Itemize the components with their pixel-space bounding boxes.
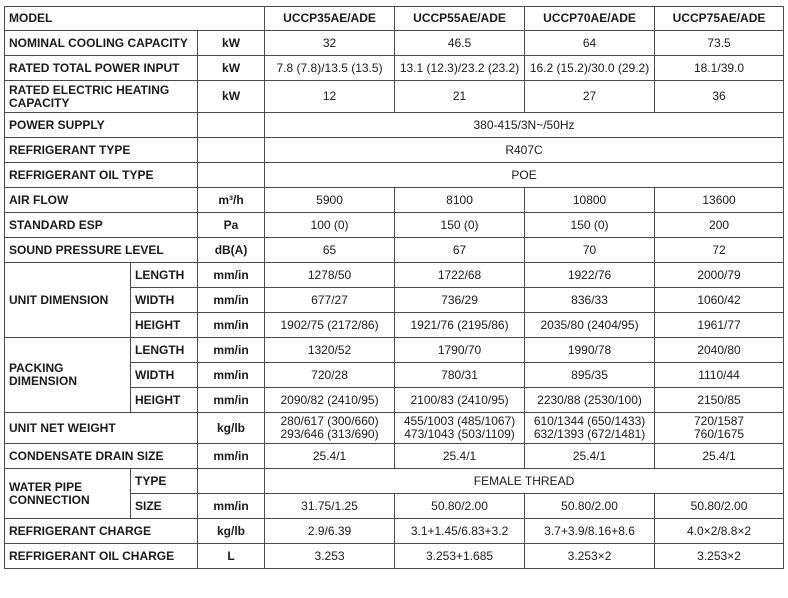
value-cell: 18.1/39.0	[655, 56, 784, 81]
row-label: REFRIGERANT OIL TYPE	[5, 163, 198, 188]
sub-label: HEIGHT	[131, 313, 198, 338]
value-cell: 4.0×2/8.8×2	[655, 519, 784, 544]
value-cell: 2230/88 (2530/100)	[525, 388, 655, 413]
air-flow-row	[5, 188, 784, 213]
value-cell: 70	[525, 238, 655, 263]
row-label: SOUND PRESSURE LEVEL	[5, 238, 198, 263]
value-cell: 2035/80 (2404/95)	[525, 313, 655, 338]
power-supply-row	[5, 113, 784, 138]
value-cell: 50.80/2.00	[395, 494, 525, 519]
unit-cell: mm/in	[198, 363, 265, 388]
unit-cell: m³/h	[198, 188, 265, 213]
value-line: 610/1344 (650/1433)	[533, 414, 646, 428]
model-label: MODEL	[5, 7, 265, 31]
value-cell: 3.253×2	[525, 544, 655, 569]
sub-label: LENGTH	[131, 263, 198, 288]
row-label: RATED TOTAL POWER INPUT	[5, 56, 198, 81]
unit-cell	[198, 113, 265, 138]
value-cell: 677/27	[265, 288, 395, 313]
group-label: UNIT DIMENSION	[5, 263, 131, 338]
row-label: STANDARD ESP	[5, 213, 198, 238]
value-cell: 836/33	[525, 288, 655, 313]
row-label: REFRIGERANT TYPE	[5, 138, 198, 163]
drain-size-row	[5, 444, 784, 469]
value-cell: 25.4/1	[395, 444, 525, 469]
value-cell: 8100	[395, 188, 525, 213]
value-cell	[655, 413, 784, 444]
value-cell: 32	[265, 31, 395, 56]
value-cell: 25.4/1	[525, 444, 655, 469]
value-cell: 380-415/3N~/50Hz	[265, 113, 784, 138]
value-cell: 31.75/1.25	[265, 494, 395, 519]
unit-cell: kg/lb	[198, 519, 265, 544]
oil-charge-row	[5, 544, 784, 569]
label-line: RATED ELECTRIC HEATING	[9, 82, 170, 97]
value-cell: 3.253×2	[655, 544, 784, 569]
value-line: 280/617 (300/660)	[280, 414, 379, 428]
value-cell: 21	[395, 81, 525, 113]
value-cell: 72	[655, 238, 784, 263]
heating-capacity-row	[5, 81, 784, 113]
unit-cell: Pa	[198, 213, 265, 238]
value-line: 455/1003 (485/1067)	[403, 414, 516, 428]
sub-label: WIDTH	[131, 288, 198, 313]
value-cell: 10800	[525, 188, 655, 213]
net-weight-row	[5, 413, 784, 444]
label-line: WATER PIPE	[9, 479, 83, 494]
value-cell: 1790/70	[395, 338, 525, 363]
value-cell: 13.1 (12.3)/23.2 (23.2)	[395, 56, 525, 81]
value-cell	[525, 413, 655, 444]
value-cell: 25.4/1	[655, 444, 784, 469]
power-input-row	[5, 56, 784, 81]
model-header: UCCP55AE/ADE	[395, 7, 525, 31]
value-cell: 3.253	[265, 544, 395, 569]
value-line: 473/1043 (503/1109)	[404, 427, 515, 441]
row-label: NOMINAL COOLING CAPACITY	[5, 31, 198, 56]
value-cell: 2090/82 (2410/95)	[265, 388, 395, 413]
specification-table	[4, 6, 784, 569]
value-cell: 1961/77	[655, 313, 784, 338]
value-cell: 200	[655, 213, 784, 238]
value-cell: 12	[265, 81, 395, 113]
unit-cell: L	[198, 544, 265, 569]
row-label: REFRIGERANT OIL CHARGE	[5, 544, 198, 569]
value-cell: 27	[525, 81, 655, 113]
header-row	[5, 7, 784, 31]
row-label: POWER SUPPLY	[5, 113, 198, 138]
row-label: UNIT NET WEIGHT	[5, 413, 198, 444]
value-cell: 36	[655, 81, 784, 113]
value-cell: 7.8 (7.8)/13.5 (13.5)	[265, 56, 395, 81]
esp-row	[5, 213, 784, 238]
label-line: PACKING	[9, 361, 64, 375]
unit-cell: kW	[198, 56, 265, 81]
value-cell: 780/31	[395, 363, 525, 388]
value-cell	[265, 413, 395, 444]
model-header: UCCP75AE/ADE	[655, 7, 784, 31]
unit-cell: dB(A)	[198, 238, 265, 263]
label-line: CONNECTION	[9, 492, 90, 507]
value-cell: 3.253+1.685	[395, 544, 525, 569]
row-label	[5, 81, 198, 113]
value-line: 293/646 (313/690)	[280, 427, 379, 441]
value-cell: 64	[525, 31, 655, 56]
value-line: 632/1393 (672/1481)	[533, 427, 646, 441]
value-cell: 1722/68	[395, 263, 525, 288]
value-cell: 2.9/6.39	[265, 519, 395, 544]
value-cell: 720/28	[265, 363, 395, 388]
value-cell: 16.2 (15.2)/30.0 (29.2)	[525, 56, 655, 81]
value-cell: 1921/76 (2195/86)	[395, 313, 525, 338]
refrigerant-type-row	[5, 138, 784, 163]
value-line: 760/1675	[694, 427, 745, 441]
sound-row	[5, 238, 784, 263]
unit-cell: kg/lb	[198, 413, 265, 444]
row-label: CONDENSATE DRAIN SIZE	[5, 444, 198, 469]
value-cell: 150 (0)	[395, 213, 525, 238]
value-cell: 1278/50	[265, 263, 395, 288]
sub-label: SIZE	[131, 494, 198, 519]
unit-cell: mm/in	[198, 263, 265, 288]
value-cell: 5900	[265, 188, 395, 213]
value-cell: 2040/80	[655, 338, 784, 363]
value-cell: 50.80/2.00	[525, 494, 655, 519]
unit-cell	[198, 138, 265, 163]
sub-label: WIDTH	[131, 363, 198, 388]
label-line: DIMENSION	[9, 374, 78, 388]
unit-cell: mm/in	[198, 338, 265, 363]
unit-dimension-length-row	[5, 263, 784, 288]
value-cell: 736/29	[395, 288, 525, 313]
value-cell: 50.80/2.00	[655, 494, 784, 519]
value-cell: 2100/83 (2410/95)	[395, 388, 525, 413]
value-cell: 13600	[655, 188, 784, 213]
unit-cell	[198, 163, 265, 188]
value-cell: 2150/85	[655, 388, 784, 413]
value-cell: 1990/78	[525, 338, 655, 363]
value-cell: 1110/44	[655, 363, 784, 388]
unit-cell: kW	[198, 81, 265, 113]
unit-cell	[198, 469, 265, 494]
refrigerant-charge-row	[5, 519, 784, 544]
value-cell	[395, 413, 525, 444]
group-label	[5, 338, 131, 413]
value-cell: 65	[265, 238, 395, 263]
value-cell: 1902/75 (2172/86)	[265, 313, 395, 338]
value-cell: 3.1+1.45/6.83+3.2	[395, 519, 525, 544]
unit-cell: mm/in	[198, 494, 265, 519]
water-pipe-type-row	[5, 469, 784, 494]
value-line: 720/1587	[694, 414, 745, 428]
sub-label: TYPE	[131, 469, 198, 494]
row-label: AIR FLOW	[5, 188, 198, 213]
group-label	[5, 469, 131, 519]
unit-cell: mm/in	[198, 388, 265, 413]
row-label: REFRIGERANT CHARGE	[5, 519, 198, 544]
value-cell: 73.5	[655, 31, 784, 56]
value-cell: POE	[265, 163, 784, 188]
oil-type-row	[5, 163, 784, 188]
value-cell: 46.5	[395, 31, 525, 56]
value-cell: 2000/79	[655, 263, 784, 288]
value-cell: 3.7+3.9/8.16+8.6	[525, 519, 655, 544]
value-cell: 1320/52	[265, 338, 395, 363]
unit-cell: mm/in	[198, 288, 265, 313]
cooling-capacity-row	[5, 31, 784, 56]
value-cell: 1060/42	[655, 288, 784, 313]
label-line: CAPACITY	[9, 95, 70, 110]
packing-dimension-length-row	[5, 338, 784, 363]
model-header: UCCP70AE/ADE	[525, 7, 655, 31]
value-cell: R407C	[265, 138, 784, 163]
value-cell: 895/35	[525, 363, 655, 388]
value-cell: FEMALE THREAD	[265, 469, 784, 494]
value-cell: 150 (0)	[525, 213, 655, 238]
value-cell: 1922/76	[525, 263, 655, 288]
unit-cell: mm/in	[198, 444, 265, 469]
sub-label: LENGTH	[131, 338, 198, 363]
sub-label: HEIGHT	[131, 388, 198, 413]
value-cell: 25.4/1	[265, 444, 395, 469]
unit-cell: mm/in	[198, 313, 265, 338]
value-cell: 67	[395, 238, 525, 263]
unit-cell: kW	[198, 31, 265, 56]
value-cell: 100 (0)	[265, 213, 395, 238]
model-header: UCCP35AE/ADE	[265, 7, 395, 31]
